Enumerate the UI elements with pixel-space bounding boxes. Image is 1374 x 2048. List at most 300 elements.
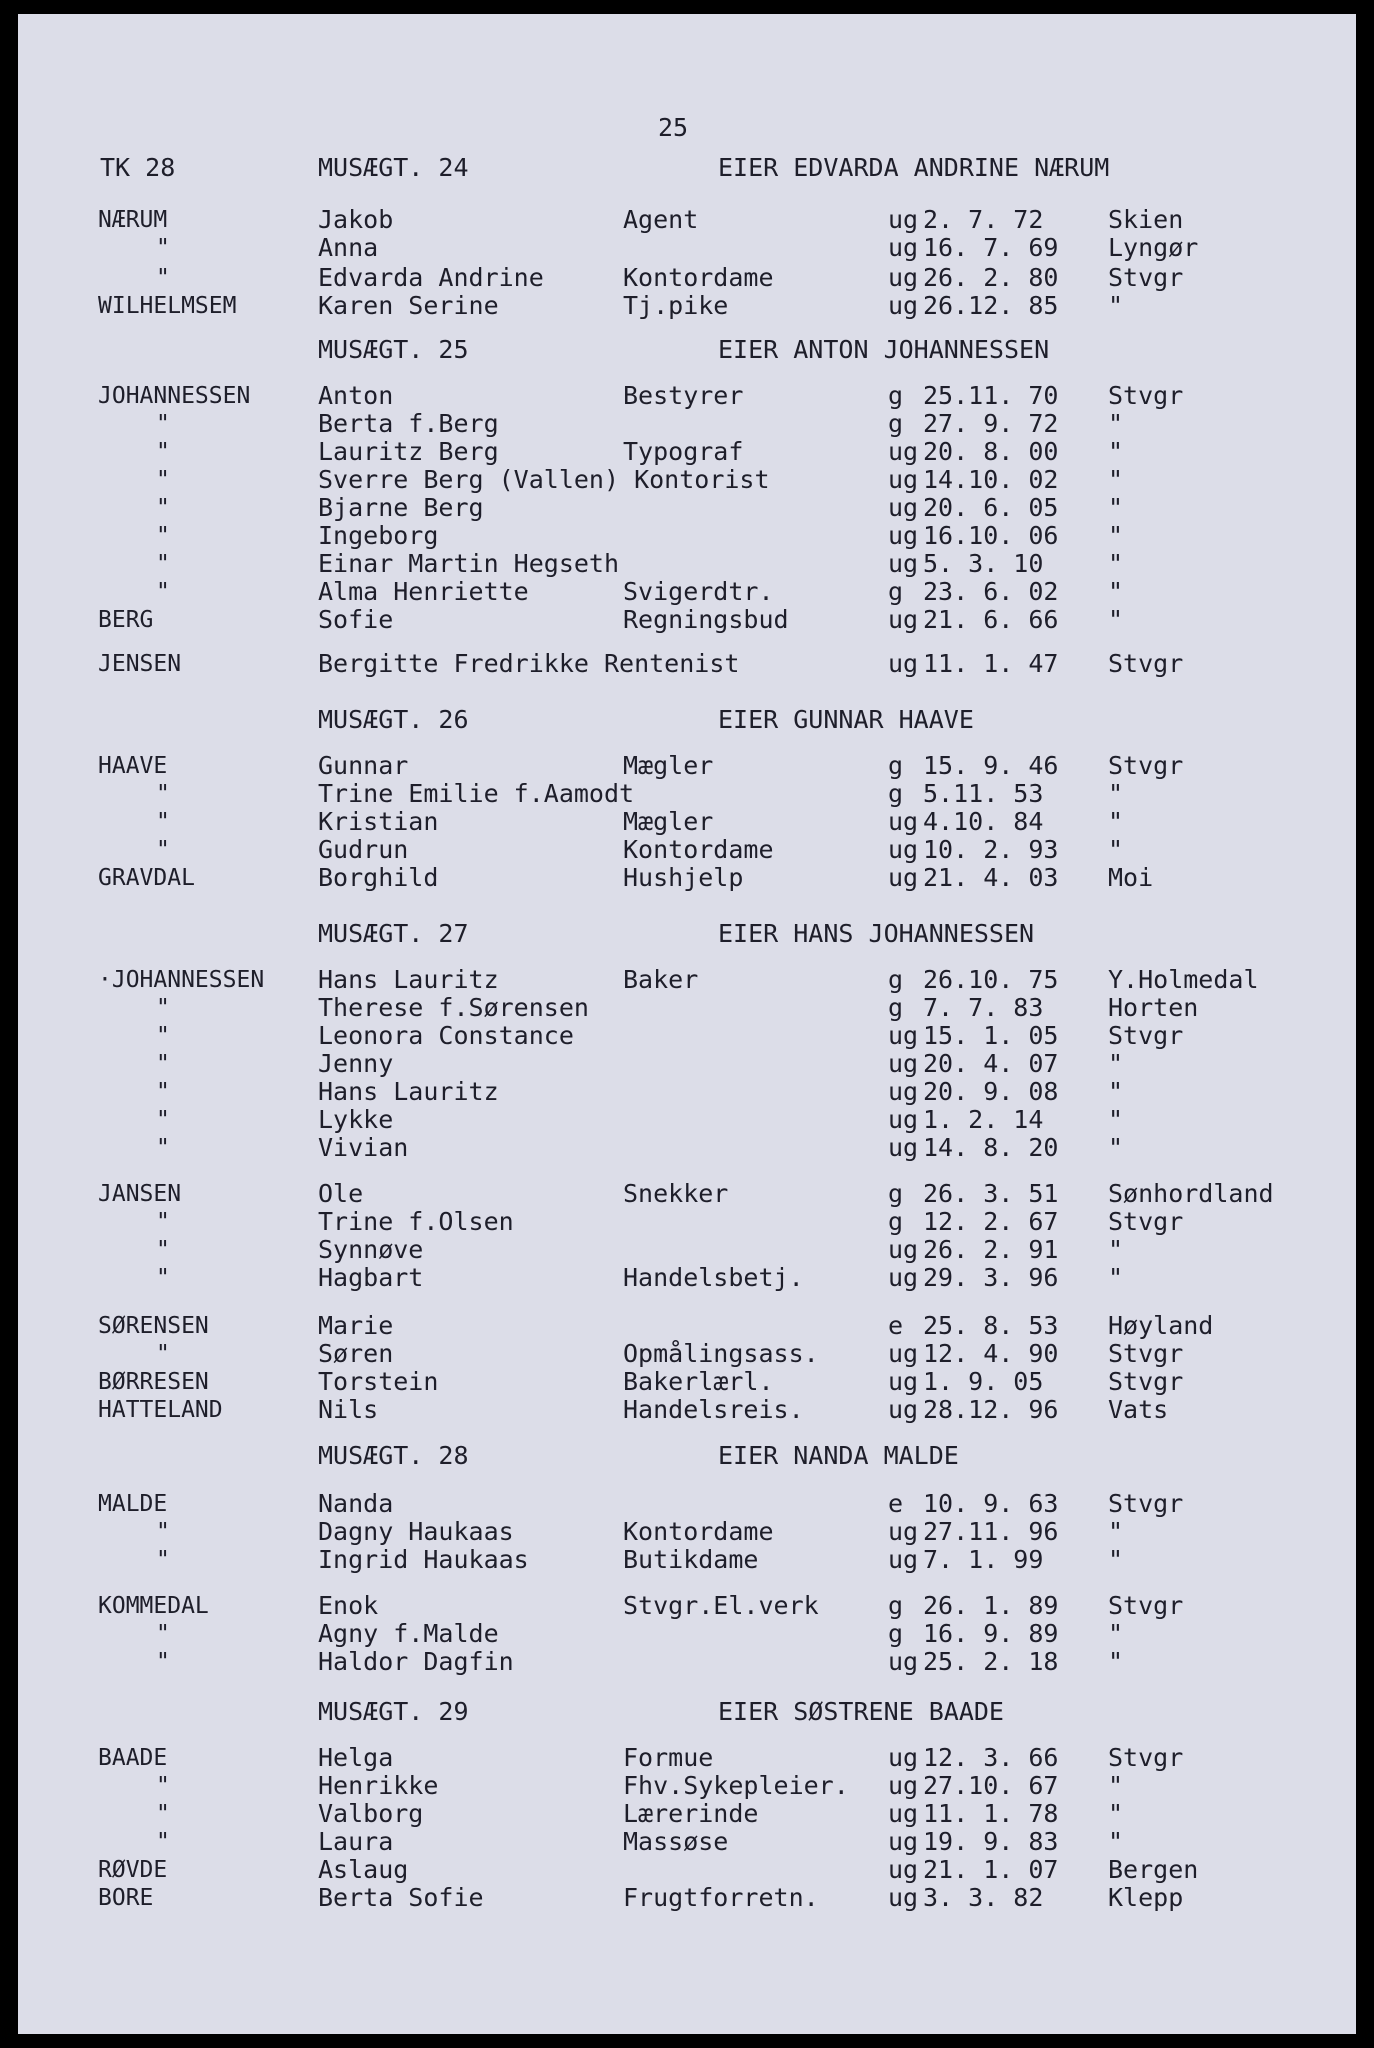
surname-cell: RØVDE	[98, 1857, 168, 1883]
place-cell: "	[1108, 1077, 1124, 1106]
surname-cell: GRAVDAL	[98, 865, 195, 891]
surname-cell: "	[156, 551, 170, 577]
date-cell: 16. 9. 89	[923, 1619, 1059, 1648]
date-cell: 28.12. 96	[923, 1395, 1059, 1424]
table-row	[18, 1856, 1356, 1884]
date-cell: 10. 9. 63	[923, 1489, 1059, 1518]
table-row	[18, 1518, 1356, 1546]
place-cell: "	[1108, 1263, 1124, 1292]
table-row	[18, 1312, 1356, 1340]
owner-label: EIER NANDA MALDE	[718, 1441, 959, 1470]
status-cell: ug	[888, 1263, 919, 1292]
status-cell: ug	[888, 1133, 919, 1162]
date-cell: 27.10. 67	[923, 1771, 1059, 1800]
status-cell: ug	[888, 1395, 919, 1424]
status-cell: g	[888, 381, 904, 410]
date-cell: 7. 7. 83	[923, 993, 1044, 1022]
occupation-cell: Stvgr.El.verk	[623, 1591, 819, 1620]
first-name-cell: Agny f.Malde	[318, 1619, 499, 1648]
first-name-cell: Bergitte Fredrikke Rentenist	[318, 649, 740, 678]
date-cell: 1. 9. 05	[923, 1367, 1044, 1396]
status-cell: g	[888, 1619, 904, 1648]
table-row	[18, 578, 1356, 606]
first-name-cell: Haldor Dagfin	[318, 1647, 514, 1676]
status-cell: g	[888, 1591, 904, 1620]
status-cell: ug	[888, 521, 919, 550]
status-cell: ug	[888, 549, 919, 578]
surname-cell: BORE	[98, 1885, 154, 1911]
place-cell: Stvgr	[1108, 1021, 1184, 1050]
status-cell: e	[888, 1489, 904, 1518]
musaegt-label: MUSÆGT. 28	[318, 1441, 469, 1470]
surname-cell: JOHANNESSEN	[98, 383, 251, 409]
status-cell: ug	[888, 465, 919, 494]
surname-cell: "	[156, 1265, 170, 1291]
place-cell: "	[1108, 1105, 1124, 1134]
surname-cell: "	[156, 995, 170, 1021]
surname-cell: KOMMEDAL	[98, 1593, 209, 1619]
place-cell: Bergen	[1108, 1855, 1199, 1884]
date-cell: 25. 2. 18	[923, 1647, 1059, 1676]
owner-label: EIER SØSTRENE BAADE	[718, 1697, 1004, 1726]
date-cell: 27.11. 96	[923, 1517, 1059, 1546]
place-cell: "	[1108, 1827, 1124, 1856]
place-cell: "	[1108, 605, 1124, 634]
surname-cell: "	[156, 1237, 170, 1263]
status-cell: ug	[888, 1743, 919, 1772]
musaegt-label: MUSÆGT. 26	[318, 705, 469, 734]
date-cell: 21. 6. 66	[923, 605, 1059, 634]
surname-cell: SØRENSEN	[98, 1313, 209, 1339]
table-row	[18, 1368, 1356, 1396]
section-header	[18, 1442, 1356, 1472]
table-row	[18, 1180, 1356, 1208]
occupation-cell: Handelsbetj.	[623, 1263, 804, 1292]
table-row	[18, 650, 1356, 678]
place-cell: Stvgr	[1108, 751, 1184, 780]
surname-cell: "	[156, 1519, 170, 1545]
date-cell: 19. 9. 83	[923, 1827, 1059, 1856]
date-cell: 20. 6. 05	[923, 493, 1059, 522]
page-number: 25	[658, 113, 689, 142]
status-cell: g	[888, 965, 904, 994]
status-cell: ug	[888, 1049, 919, 1078]
place-cell: Stvgr	[1108, 1489, 1184, 1518]
place-cell: "	[1108, 577, 1124, 606]
status-cell: ug	[888, 863, 919, 892]
first-name-cell: Trine Emilie f.Aamodt	[318, 779, 635, 808]
place-cell: Horten	[1108, 993, 1199, 1022]
first-name-cell: Aslaug	[318, 1855, 409, 1884]
status-cell: ug	[888, 1339, 919, 1368]
first-name-cell: Ingeborg	[318, 521, 439, 550]
table-row	[18, 1022, 1356, 1050]
musaegt-label: MUSÆGT. 29	[318, 1697, 469, 1726]
surname-cell: "	[156, 837, 170, 863]
table-row	[18, 234, 1356, 262]
first-name-cell: Enok	[318, 1591, 379, 1620]
surname-cell: "	[156, 781, 170, 807]
first-name-cell: Ole	[318, 1179, 364, 1208]
place-cell: Stvgr	[1108, 1339, 1184, 1368]
occupation-cell: Bakerlærl.	[623, 1367, 774, 1396]
first-name-cell: Søren	[318, 1339, 394, 1368]
date-cell: 16. 7. 69	[923, 233, 1059, 262]
date-cell: 10. 2. 93	[923, 835, 1059, 864]
table-row	[18, 410, 1356, 438]
place-cell: "	[1108, 521, 1124, 550]
first-name-cell: Karen Serine	[318, 291, 499, 320]
table-row	[18, 1340, 1356, 1368]
date-cell: 26. 2. 80	[923, 263, 1059, 292]
first-name-cell: Hagbart	[318, 1263, 424, 1292]
paper-sheet	[18, 14, 1356, 2034]
table-row	[18, 264, 1356, 292]
section-header	[18, 1698, 1356, 1728]
table-row	[18, 1744, 1356, 1772]
table-row	[18, 494, 1356, 522]
place-cell: Stvgr	[1108, 1591, 1184, 1620]
section-header	[18, 336, 1356, 366]
surname-cell: "	[156, 1023, 170, 1049]
surname-cell: "	[156, 1649, 170, 1675]
surname-cell: "	[156, 467, 170, 493]
surname-cell: ·JOHANNESSEN	[98, 967, 265, 993]
first-name-cell: Kristian	[318, 807, 439, 836]
first-name-cell: Sverre Berg (Vallen) Kontorist	[318, 465, 770, 494]
surname-cell: BØRRESEN	[98, 1369, 209, 1395]
table-row	[18, 1546, 1356, 1574]
occupation-cell: Frugtforretn.	[623, 1883, 819, 1912]
date-cell: 15. 1. 05	[923, 1021, 1059, 1050]
date-cell: 7. 1. 99	[923, 1545, 1044, 1574]
date-cell: 12. 2. 67	[923, 1207, 1059, 1236]
date-cell: 5. 3. 10	[923, 549, 1044, 578]
table-row	[18, 382, 1356, 410]
place-cell: Sønhordland	[1108, 1179, 1274, 1208]
surname-cell: "	[156, 1051, 170, 1077]
first-name-cell: Berta Sofie	[318, 1883, 484, 1912]
place-cell: Vats	[1108, 1395, 1169, 1424]
place-cell: "	[1108, 493, 1124, 522]
status-cell: e	[888, 1311, 904, 1340]
status-cell: ug	[888, 1771, 919, 1800]
date-cell: 27. 9. 72	[923, 409, 1059, 438]
status-cell: ug	[888, 1855, 919, 1884]
first-name-cell: Sofie	[318, 605, 394, 634]
occupation-cell: Handelsreis.	[623, 1395, 804, 1424]
first-name-cell: Borghild	[318, 863, 439, 892]
status-cell: ug	[888, 1883, 919, 1912]
date-cell: 15. 9. 46	[923, 751, 1059, 780]
census-page	[18, 14, 1356, 2034]
surname-cell: "	[156, 411, 170, 437]
surname-cell: "	[156, 1079, 170, 1105]
date-cell: 25. 8. 53	[923, 1311, 1059, 1340]
place-cell: "	[1108, 1771, 1124, 1800]
first-name-cell: Gunnar	[318, 751, 409, 780]
occupation-cell: Kontordame	[623, 263, 774, 292]
first-name-cell: Edvarda Andrine	[318, 263, 544, 292]
table-row	[18, 1772, 1356, 1800]
place-cell: Moi	[1108, 863, 1154, 892]
occupation-cell: Opmålingsass.	[623, 1339, 819, 1368]
date-cell: 26.12. 85	[923, 291, 1059, 320]
place-cell: Høyland	[1108, 1311, 1214, 1340]
status-cell: g	[888, 577, 904, 606]
surname-cell: "	[156, 495, 170, 521]
date-cell: 20. 9. 08	[923, 1077, 1059, 1106]
occupation-cell: Lærerinde	[623, 1799, 759, 1828]
table-row	[18, 1592, 1356, 1620]
status-cell: g	[888, 1179, 904, 1208]
date-cell: 21. 4. 03	[923, 863, 1059, 892]
first-name-cell: Synnøve	[318, 1235, 424, 1264]
table-row	[18, 808, 1356, 836]
owner-label: EIER GUNNAR HAAVE	[718, 705, 974, 734]
table-row	[18, 1106, 1356, 1134]
surname-cell: "	[156, 579, 170, 605]
table-row	[18, 1828, 1356, 1856]
section-header	[18, 706, 1356, 736]
table-row	[18, 292, 1356, 320]
table-row	[18, 1490, 1356, 1518]
status-cell: ug	[888, 1827, 919, 1856]
place-cell: "	[1108, 779, 1124, 808]
owner-label: EIER ANTON JOHANNESSEN	[718, 335, 1050, 364]
place-cell: "	[1108, 1049, 1124, 1078]
first-name-cell: Therese f.Sørensen	[318, 993, 589, 1022]
table-row	[18, 780, 1356, 808]
occupation-cell: Kontordame	[623, 1517, 774, 1546]
place-cell: Stvgr	[1108, 1743, 1184, 1772]
occupation-cell: Tj.pike	[623, 291, 729, 320]
date-cell: 26. 2. 91	[923, 1235, 1059, 1264]
occupation-cell: Snekker	[623, 1179, 729, 1208]
surname-cell: HATTELAND	[98, 1397, 223, 1423]
first-name-cell: Helga	[318, 1743, 394, 1772]
place-cell: Skien	[1108, 205, 1184, 234]
musaegt-label: MUSÆGT. 27	[318, 919, 469, 948]
musaegt-label: MUSÆGT. 24	[318, 153, 469, 182]
table-row	[18, 438, 1356, 466]
date-cell: 1. 2. 14	[923, 1105, 1044, 1134]
surname-cell: NÆRUM	[98, 207, 168, 233]
surname-cell: "	[156, 1773, 170, 1799]
first-name-cell: Hans Lauritz	[318, 965, 499, 994]
date-cell: 29. 3. 96	[923, 1263, 1059, 1292]
date-cell: 3. 3. 82	[923, 1883, 1044, 1912]
surname-cell: JANSEN	[98, 1181, 182, 1207]
status-cell: ug	[888, 1647, 919, 1676]
first-name-cell: Laura	[318, 1827, 394, 1856]
occupation-cell: Baker	[623, 965, 699, 994]
place-cell: "	[1108, 1647, 1124, 1676]
date-cell: 14. 8. 20	[923, 1133, 1059, 1162]
first-name-cell: Ingrid Haukaas	[318, 1545, 529, 1574]
status-cell: g	[888, 779, 904, 808]
surname-cell: "	[156, 1209, 170, 1235]
place-cell: Klepp	[1108, 1883, 1184, 1912]
musaegt-label: MUSÆGT. 25	[318, 335, 469, 364]
place-cell: "	[1108, 1799, 1124, 1828]
date-cell: 23. 6. 02	[923, 577, 1059, 606]
first-name-cell: Jenny	[318, 1049, 394, 1078]
first-name-cell: Hans Lauritz	[318, 1077, 499, 1106]
first-name-cell: Vivian	[318, 1133, 409, 1162]
occupation-cell: Bestyrer	[623, 381, 744, 410]
place-cell: Stvgr	[1108, 1207, 1184, 1236]
status-cell: ug	[888, 835, 919, 864]
table-row	[18, 1800, 1356, 1828]
surname-cell: BAADE	[98, 1745, 168, 1771]
status-cell: ug	[888, 1799, 919, 1828]
place-cell: "	[1108, 1235, 1124, 1264]
status-cell: ug	[888, 649, 919, 678]
occupation-cell: Agent	[623, 205, 699, 234]
occupation-cell: Regningsbud	[623, 605, 789, 634]
surname-cell: "	[156, 265, 170, 291]
date-cell: 26.10. 75	[923, 965, 1059, 994]
occupation-cell: Formue	[623, 1743, 714, 1772]
surname-cell: "	[156, 1801, 170, 1827]
place-cell: "	[1108, 835, 1124, 864]
first-name-cell: Trine f.Olsen	[318, 1207, 514, 1236]
first-name-cell: Valborg	[318, 1799, 424, 1828]
date-cell: 11. 1. 78	[923, 1799, 1059, 1828]
date-cell: 5.11. 53	[923, 779, 1044, 808]
occupation-cell: Fhv.Sykepleier.	[623, 1771, 849, 1800]
date-cell: 12. 3. 66	[923, 1743, 1059, 1772]
table-row	[18, 1134, 1356, 1162]
place-cell: "	[1108, 807, 1124, 836]
status-cell: ug	[888, 1545, 919, 1574]
table-row	[18, 1648, 1356, 1676]
section-header	[18, 154, 1356, 184]
date-cell: 14.10. 02	[923, 465, 1059, 494]
occupation-cell: Massøse	[623, 1827, 729, 1856]
first-name-cell: Anton	[318, 381, 394, 410]
place-cell: Lyngør	[1108, 233, 1199, 262]
table-row	[18, 466, 1356, 494]
surname-cell: "	[156, 1547, 170, 1573]
surname-cell: WILHELMSEM	[98, 293, 237, 319]
date-cell: 26. 3. 51	[923, 1179, 1059, 1208]
table-row	[18, 1208, 1356, 1236]
table-row	[18, 1620, 1356, 1648]
status-cell: ug	[888, 493, 919, 522]
date-cell: 21. 1. 07	[923, 1855, 1059, 1884]
table-row	[18, 1884, 1356, 1912]
place-cell: Y.Holmedal	[1108, 965, 1259, 994]
table-row	[18, 1078, 1356, 1106]
place-cell: "	[1108, 1619, 1124, 1648]
table-row	[18, 522, 1356, 550]
surname-cell: "	[156, 439, 170, 465]
first-name-cell: Gudrun	[318, 835, 409, 864]
date-cell: 12. 4. 90	[923, 1339, 1059, 1368]
table-row	[18, 966, 1356, 994]
status-cell: ug	[888, 1235, 919, 1264]
table-row	[18, 1050, 1356, 1078]
place-cell: Stvgr	[1108, 381, 1184, 410]
first-name-cell: Bjarne Berg	[318, 493, 484, 522]
surname-cell: "	[156, 1341, 170, 1367]
first-name-cell: Torstein	[318, 1367, 439, 1396]
surname-cell: "	[156, 523, 170, 549]
surname-cell: MALDE	[98, 1491, 168, 1517]
place-cell: "	[1108, 437, 1124, 466]
first-name-cell: Leonora Constance	[318, 1021, 574, 1050]
first-name-cell: Dagny Haukaas	[318, 1517, 514, 1546]
first-name-cell: Berta f.Berg	[318, 409, 499, 438]
first-name-cell: Einar Martin Hegseth	[318, 549, 620, 578]
status-cell: ug	[888, 1077, 919, 1106]
place-cell: "	[1108, 291, 1124, 320]
place-cell: "	[1108, 1133, 1124, 1162]
first-name-cell: Lykke	[318, 1105, 394, 1134]
first-name-cell: Nils	[318, 1395, 379, 1424]
status-cell: ug	[888, 233, 919, 262]
place-cell: "	[1108, 409, 1124, 438]
surname-cell: "	[156, 1621, 170, 1647]
date-cell: 25.11. 70	[923, 381, 1059, 410]
place-cell: "	[1108, 1545, 1124, 1574]
place-cell: "	[1108, 465, 1124, 494]
surname-cell: BERG	[98, 607, 154, 633]
date-cell: 2. 7. 72	[923, 205, 1044, 234]
date-cell: 11. 1. 47	[923, 649, 1059, 678]
status-cell: ug	[888, 1021, 919, 1050]
status-cell: ug	[888, 437, 919, 466]
occupation-cell: Mægler	[623, 751, 714, 780]
date-cell: 4.10. 84	[923, 807, 1044, 836]
status-cell: g	[888, 409, 904, 438]
table-row	[18, 994, 1356, 1022]
owner-label: EIER HANS JOHANNESSEN	[718, 919, 1035, 948]
status-cell: g	[888, 993, 904, 1022]
status-cell: ug	[888, 1105, 919, 1134]
table-row	[18, 752, 1356, 780]
first-name-cell: Jakob	[318, 205, 394, 234]
surname-cell: "	[156, 1135, 170, 1161]
table-row	[18, 1236, 1356, 1264]
occupation-cell: Kontordame	[623, 835, 774, 864]
place-cell: Stvgr	[1108, 649, 1184, 678]
status-cell: ug	[888, 605, 919, 634]
occupation-cell: Mægler	[623, 807, 714, 836]
table-row	[18, 1264, 1356, 1292]
owner-label: EIER EDVARDA ANDRINE NÆRUM	[718, 153, 1110, 182]
table-row	[18, 550, 1356, 578]
first-name-cell: Henrikke	[318, 1771, 439, 1800]
first-name-cell: Alma Henriette	[318, 577, 529, 606]
place-cell: "	[1108, 549, 1124, 578]
first-name-cell: Lauritz Berg	[318, 437, 499, 466]
status-cell: g	[888, 751, 904, 780]
surname-cell: JENSEN	[98, 651, 182, 677]
occupation-cell: Svigerdtr.	[623, 577, 774, 606]
tk-label: TK 28	[100, 153, 176, 182]
status-cell: ug	[888, 1367, 919, 1396]
date-cell: 20. 4. 07	[923, 1049, 1059, 1078]
table-row	[18, 206, 1356, 234]
status-cell: ug	[888, 291, 919, 320]
first-name-cell: Nanda	[318, 1489, 394, 1518]
date-cell: 20. 8. 00	[923, 437, 1059, 466]
place-cell: "	[1108, 1517, 1124, 1546]
table-row	[18, 1396, 1356, 1424]
